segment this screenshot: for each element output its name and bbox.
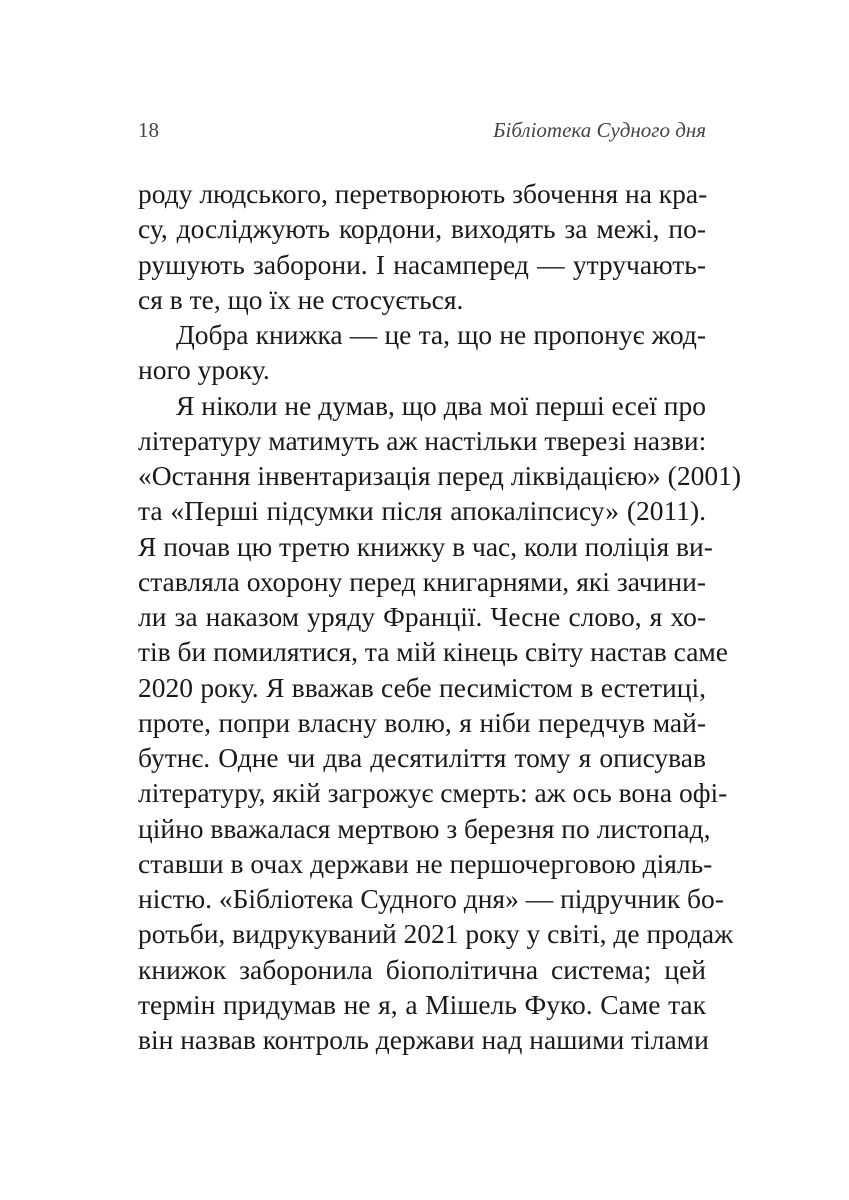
text-line: ротьби, видрукуваний 2021 року у світі, де продаж xyxy=(138,918,734,950)
text-line: ністю. «Бібліотека Судного дня» — підручник бо- xyxy=(138,883,724,914)
text-line: ставляла охорону перед книгарнями, які зачини- xyxy=(138,565,706,597)
text-line: літературу, якій загрожує смерть: аж ось вона офі- xyxy=(138,777,728,809)
text-line: термін придумав не я, а Мішель Фуко. Саме так xyxy=(138,988,706,1020)
text-line: бутнє. Одне чи два десятиліття тому я описував xyxy=(138,742,706,773)
text-line: ставши в очах держави не першочерговою діяль- xyxy=(138,847,713,879)
text-line: літературу матимуть аж настільки тверезі назви: xyxy=(138,424,707,456)
running-title: Бібліотека Судного дня xyxy=(493,118,706,142)
text-line: Я ніколи не думав, що два мої перші есеї про xyxy=(176,389,706,421)
text-line: він назвав контроль держави над нашими тілами xyxy=(138,1024,709,1055)
text-line: ного уроку. xyxy=(138,354,270,386)
text-line: Я почав цю третю книжку в час, коли поліція ви- xyxy=(138,530,713,562)
text-line: ли за наказом уряду Франції. Чесне слово, я хо- xyxy=(138,601,706,632)
body-text xyxy=(138,176,741,1057)
text-line: «Остання інвентаризація перед ліквідацією» (2001) xyxy=(138,460,741,491)
text-line: су, досліджують кордони, виходять за межі, по- xyxy=(138,213,706,245)
text-line: ся в те, що їх не стосується. xyxy=(138,283,464,315)
text-line: роду людського, перетворюють збочення на кра- xyxy=(138,178,708,209)
text-line: ційно вважалася мертвою з березня по листопад, xyxy=(138,812,711,844)
page-number: 18 xyxy=(138,118,159,142)
text-line: та «Перші підсумки після апокаліпсису» (2011). xyxy=(138,495,706,527)
text-line: 2020 року. Я вважав себе песимістом в естетиці, xyxy=(138,671,706,703)
text-line: рушують заборони. І насамперед — утручають- xyxy=(138,248,706,280)
text-line: проте, попри власну волю, я ніби передчув май- xyxy=(138,706,706,738)
text-line: тів би помилятися, та мій кінець світу настав саме xyxy=(138,636,729,668)
text-line: Добра книжка — це та, що не пропонує жод- xyxy=(176,319,706,350)
text-line: книжок заборонила біополітична система; цей xyxy=(138,953,706,985)
